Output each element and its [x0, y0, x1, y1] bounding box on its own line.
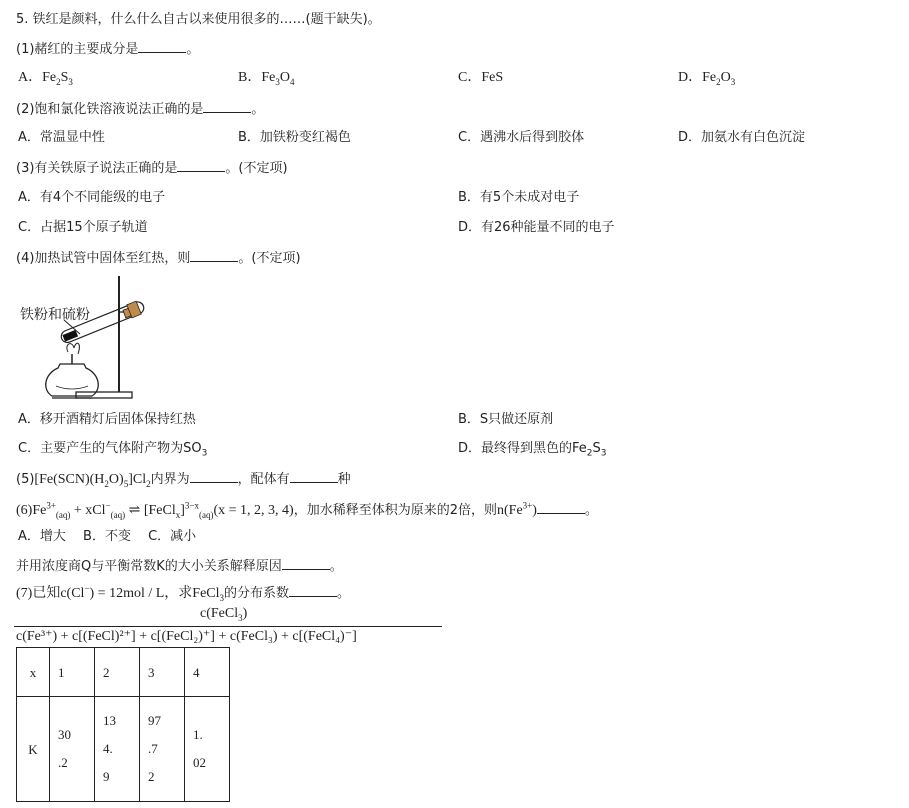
q7-num-part: )	[242, 606, 248, 621]
fraction-bar	[14, 626, 442, 627]
q7-given	[16, 583, 225, 603]
q1-option-formula: FeS	[481, 70, 504, 85]
q1-option-letter: B．	[238, 70, 262, 85]
q7-part: (7)已知c(Cl	[16, 586, 85, 601]
table-cell-line: 4.	[103, 741, 113, 756]
q5-formula-sub: 5	[123, 478, 129, 489]
q5-formula-part: O)	[108, 472, 124, 487]
q5-formula-part: ]Cl	[128, 472, 147, 487]
q1-blank[interactable]	[138, 42, 186, 53]
q2-option-d[interactable]: D．加氨水有白色沉淀	[678, 130, 806, 145]
q1-option-letter: C．	[458, 70, 482, 85]
q5-formula-sub: 2	[104, 478, 109, 489]
q4-blank[interactable]	[190, 251, 238, 262]
q6-eq-arrow: ⇌	[125, 503, 144, 518]
q3-stem	[16, 161, 288, 175]
table-cell	[185, 697, 230, 802]
equilibrium-constant-table	[16, 647, 230, 802]
q7-sub: 3	[219, 592, 225, 603]
q3-option-c[interactable]: C．占据15个原子轨道	[18, 220, 148, 235]
q1-stem-text: (1)赭红的主要成分是	[16, 42, 139, 57]
q6-stem	[16, 500, 598, 520]
table-cell	[140, 697, 185, 802]
q5-formula-sub: 2	[146, 478, 151, 489]
table-cell-line: 9	[103, 769, 110, 784]
q6-blank[interactable]	[537, 503, 585, 514]
q6-followup-text: 并用浓度商Q与平衡常数K的大小关系解释原因	[16, 559, 282, 574]
table-cell	[50, 697, 95, 802]
table-cell-line: 97	[148, 713, 161, 728]
q5-prefix: (5)	[16, 472, 35, 487]
q6-n-part: n(Fe	[497, 503, 523, 518]
q2-stem-text: (2)饱和氯化铁溶液说法正确的是	[16, 102, 204, 117]
q1-option-letter: A．	[18, 70, 43, 85]
q6-end: 。	[584, 503, 598, 518]
q4-option-d-text: D．最终得到黑色的Fe	[458, 441, 587, 456]
table-cell: 1	[50, 648, 95, 697]
q1-option-formula: Fe	[261, 70, 276, 85]
q7-numerator	[200, 607, 247, 621]
q4-option-a[interactable]: A．移开酒精灯后固体保持红热	[18, 412, 196, 427]
q5-blank-ligand[interactable]	[290, 472, 338, 483]
q6-followup-blank[interactable]	[282, 559, 330, 570]
table-row-label: K	[17, 697, 50, 802]
q6-eq-part: (6)Fe	[16, 503, 47, 518]
q7-end: 。	[337, 586, 351, 601]
table-cell-line: 2	[148, 769, 155, 784]
q3-option-d[interactable]: D．有26种能量不同的电子	[458, 220, 615, 235]
q1-option-sub: 2	[716, 76, 721, 87]
q7-blank[interactable]	[289, 586, 337, 597]
q7-part: ) = 12mol / L，求FeCl	[89, 586, 220, 601]
apparatus-figure	[16, 272, 156, 407]
q1-option-d[interactable]	[678, 71, 735, 85]
q1-stem-end: 。	[186, 42, 200, 57]
q4-stem-end: 。(不定项)	[238, 251, 301, 266]
q6-n-part: )	[532, 503, 537, 518]
q6-eq-sup: −	[105, 500, 111, 511]
q1-option-sub: 3	[730, 76, 736, 87]
q2-option-c[interactable]: C．遇沸水后得到胶体	[458, 130, 585, 145]
q6-followup	[16, 559, 343, 573]
q4-option-d-sub: 2	[586, 448, 593, 459]
q7-num-sub: 3	[238, 612, 243, 623]
q1-option-formula: O	[279, 70, 290, 85]
table-cell-line: .2	[58, 755, 68, 770]
q6-eq-part: (x = 1, 2, 3, 4)	[213, 503, 294, 518]
q6-eq-sub: (aq)	[55, 509, 71, 520]
q6-eq-sub: (aq)	[198, 509, 214, 520]
q2-blank[interactable]	[203, 102, 251, 113]
q7-sup: −	[84, 583, 90, 594]
q7-stem	[16, 583, 351, 603]
table-cell-line: 30	[58, 727, 71, 742]
q5-stem	[16, 472, 351, 487]
q4-option-b[interactable]: B．S只做还原剂	[458, 412, 554, 427]
q1-option-formula: Fe	[702, 70, 717, 85]
q7-text: 的分布系数	[224, 586, 290, 601]
q6-eq-part: [FeCl	[143, 503, 176, 518]
q4-stem-text: (4)加热试管中固体至红热，则	[16, 251, 191, 266]
table-cell-line: 02	[193, 755, 206, 770]
table-row	[17, 648, 230, 697]
q1-option-formula: S	[60, 70, 69, 85]
q1-option-sub: 3	[68, 76, 73, 87]
q3-blank[interactable]	[177, 161, 225, 172]
q4-option-c-text: C．主要产生的气体附产物为SO	[18, 441, 202, 456]
q6-eq-part: + xCl	[70, 503, 106, 518]
table-cell-line: 1.	[193, 727, 203, 742]
table-cell	[95, 697, 140, 802]
q6-n-expr	[497, 500, 537, 518]
q3-stem-text: (3)有关铁原子说法正确的是	[16, 161, 178, 176]
table-cell-line: 13	[103, 713, 116, 728]
q1-option-sub: 4	[289, 76, 295, 87]
q1-option-formula: O	[720, 70, 731, 85]
q1-option-c[interactable]	[458, 71, 503, 85]
q5-blank-inner[interactable]	[190, 472, 238, 483]
question-header: 5. 铁红是颜料，什么什么自古以来使用很多的……(题干缺失)。	[16, 12, 381, 27]
q6-eq-sub: (aq)	[110, 509, 126, 520]
table-row-label: x	[17, 648, 50, 697]
q6-n-sup: 3+	[522, 500, 533, 511]
q2-stem	[16, 102, 264, 116]
q4-option-c[interactable]	[18, 441, 208, 459]
q1-option-a[interactable]	[18, 71, 73, 85]
q1-stem	[16, 42, 199, 56]
q2-stem-end: 。	[251, 102, 265, 117]
q6-eq-sup: 3+	[46, 500, 56, 511]
q5-formula	[34, 472, 150, 487]
q1-option-formula: Fe	[42, 70, 57, 85]
q6-eq-sup: 3−x	[184, 500, 199, 511]
q1-option-sub: 2	[56, 76, 61, 87]
table-cell: 3	[140, 648, 185, 697]
q4-stem	[16, 251, 301, 265]
q1-option-letter: D．	[678, 70, 703, 85]
q7-num-part: c(FeCl	[200, 606, 239, 621]
q2-option-a[interactable]: A．常温显中性	[18, 130, 105, 145]
q6-eq-sub: x	[175, 509, 181, 520]
q3-option-a[interactable]: A．有4个不同能级的电子	[18, 190, 166, 205]
table-row	[17, 697, 230, 802]
table-cell: 4	[185, 648, 230, 697]
q1-option-b[interactable]	[238, 71, 294, 85]
table-cell: 2	[95, 648, 140, 697]
q6-options[interactable]: A．增大 B．不变 C．减小	[18, 529, 197, 544]
figure-label: 铁粉和硫粉	[20, 307, 90, 323]
q6-text: ，加水稀释至体积为原来的2倍，则	[293, 503, 497, 518]
q4-option-d-text: S	[592, 441, 601, 456]
q1-option-sub: 3	[275, 76, 280, 87]
q5-text: ，配体有	[237, 472, 290, 487]
q2-option-b[interactable]: B．加铁粉变红褐色	[238, 130, 351, 145]
table-cell-line: .7	[148, 741, 158, 756]
q4-option-d-sub: 3	[600, 448, 607, 459]
q7-denominator: c(Fe³⁺) + c[(FeCl)²⁺] + c[(FeCl₂)⁺] + c(FeCl₃) + c[(FeCl₄)⁻]	[16, 629, 357, 644]
q3-stem-end: 。(不定项)	[225, 161, 288, 176]
q5-text: 种	[337, 472, 351, 487]
q4-option-c-sub: 3	[201, 448, 208, 459]
q6-followup-end: 。	[329, 559, 343, 574]
heating-apparatus-illustration	[16, 272, 156, 407]
q5-formula-part: [Fe(SCN)(H	[34, 472, 105, 487]
q6-equation	[16, 500, 294, 520]
q6-eq-part: ]	[180, 503, 185, 518]
q5-text: 内界为	[150, 472, 190, 487]
q3-option-b[interactable]: B．有5个未成对电子	[458, 190, 580, 205]
q4-option-d[interactable]	[458, 441, 607, 459]
